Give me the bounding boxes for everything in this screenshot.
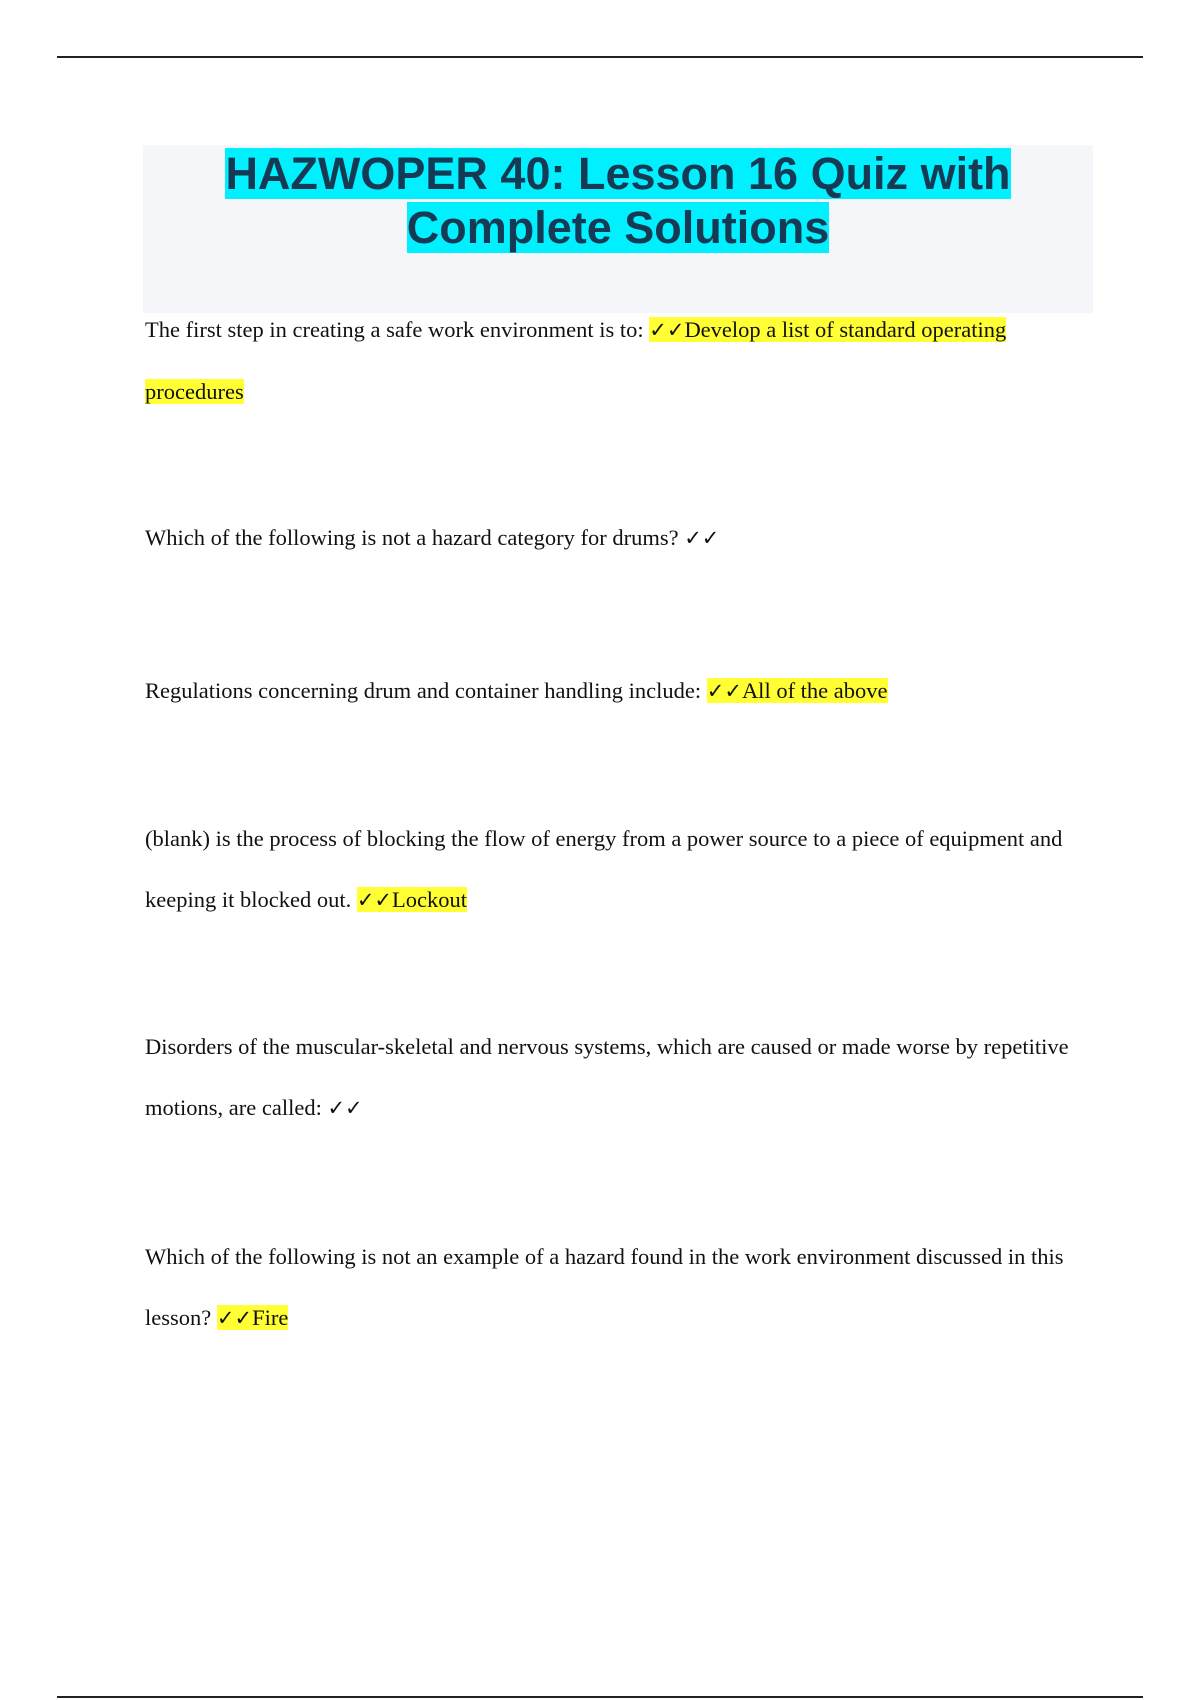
question-text: Regulations concerning drum and container handling include: [145, 678, 702, 703]
title-line-2: Complete Solutions [406, 202, 830, 253]
qa-item-6 [145, 1226, 1080, 1349]
double-check-icon: ✓✓ [706, 679, 742, 703]
qa-item-2 [145, 507, 1080, 569]
double-check-icon: ✓✓ [649, 318, 685, 342]
answer-text: Lockout [392, 887, 468, 912]
question-text: The first step in creating a safe work environment is to: [145, 317, 644, 342]
qa-item-1 [145, 299, 1080, 422]
answer-text: Fire [252, 1305, 289, 1330]
question-text: (blank) is the process of blocking the flow of energy from a power source to a piece of equipment and keeping it blocked out. [145, 826, 1063, 912]
double-check-icon: ✓✓ [356, 888, 393, 912]
qa-item-4 [145, 808, 1080, 931]
title-line-1: HAZWOPER 40: Lesson 16 Quiz with [225, 148, 1011, 199]
question-text: Disorders of the muscular-skeletal and nervous systems, which are caused or made worse by repetitive motions, are called: [145, 1034, 1069, 1120]
title-block [143, 145, 1093, 313]
double-check-icon: ✓✓ [216, 1306, 253, 1330]
document-title [143, 145, 1093, 255]
answer-text: All of the above [741, 678, 888, 703]
answer-highlight [357, 887, 467, 912]
qa-item-5 [145, 1016, 1080, 1139]
qa-item-3 [145, 660, 1080, 722]
header-rule [57, 56, 1143, 58]
answer-highlight [217, 1305, 288, 1330]
double-check-icon: ✓✓ [327, 1096, 363, 1120]
footer-rule [57, 1696, 1143, 1698]
double-check-icon: ✓✓ [684, 526, 720, 550]
question-text: Which of the following is not a hazard category for drums? [145, 525, 679, 550]
question-text: Which of the following is not an example of a hazard found in the work environment discussed in this lesson? [145, 1244, 1064, 1330]
answer-text: Develop a list of standard operating procedures [145, 317, 1007, 404]
answer-highlight [707, 678, 888, 703]
